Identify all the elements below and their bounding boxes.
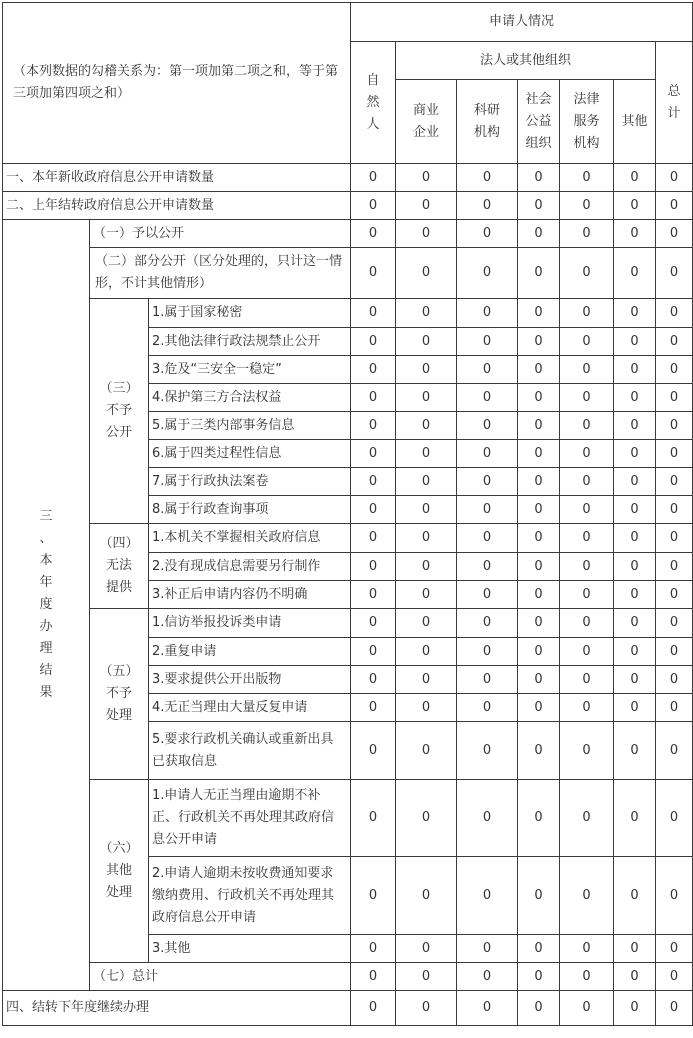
value-cell: 0 — [396, 468, 457, 496]
value-cell: 0 — [396, 220, 457, 248]
value-cell: 0 — [396, 935, 457, 963]
value-cell: 0 — [457, 666, 518, 694]
value-cell: 0 — [614, 780, 656, 857]
value-cell: 0 — [614, 963, 656, 991]
row-label: 4.无正当理由大量反复申请 — [149, 694, 351, 722]
value-cell: 0 — [560, 468, 614, 496]
value-cell: 0 — [396, 164, 457, 192]
value-cell: 0 — [351, 299, 396, 328]
value-cell: 0 — [560, 666, 614, 694]
table-row — [3, 164, 693, 192]
row-label: 3.危及“三安全一稳定” — [149, 356, 351, 384]
value-cell: 0 — [656, 581, 693, 609]
value-cell: 0 — [396, 248, 457, 299]
value-cell: 0 — [351, 248, 396, 299]
value-cell: 0 — [351, 440, 396, 468]
value-cell: 0 — [351, 384, 396, 412]
value-cell: 0 — [560, 440, 614, 468]
value-cell: 0 — [396, 328, 457, 356]
value-cell: 0 — [351, 220, 396, 248]
value-cell: 0 — [396, 666, 457, 694]
row-label: （七）总计 — [90, 963, 351, 991]
value-cell: 0 — [351, 638, 396, 666]
value-cell: 0 — [518, 722, 560, 780]
value-cell: 0 — [351, 581, 396, 609]
value-cell: 0 — [614, 412, 656, 440]
value-cell: 0 — [457, 524, 518, 553]
value-cell: 0 — [656, 328, 693, 356]
value-cell: 0 — [518, 299, 560, 328]
value-cell: 0 — [351, 722, 396, 780]
value-cell: 0 — [351, 780, 396, 857]
value-cell: 0 — [560, 963, 614, 991]
value-cell: 0 — [560, 412, 614, 440]
value-cell: 0 — [614, 609, 656, 638]
value-cell: 0 — [614, 638, 656, 666]
value-cell: 0 — [560, 384, 614, 412]
value-cell: 0 — [560, 694, 614, 722]
value-cell: 0 — [351, 935, 396, 963]
value-cell: 0 — [656, 780, 693, 857]
value-cell: 0 — [656, 220, 693, 248]
relation-note: （本列数据的勾稽关系为：第一项加第二项之和，等于第三项加第四项之和） — [3, 3, 351, 164]
row-label: 3.其他 — [149, 935, 351, 963]
value-cell: 0 — [656, 356, 693, 384]
value-cell: 0 — [518, 524, 560, 553]
value-cell: 0 — [351, 412, 396, 440]
table-row — [3, 991, 693, 1026]
value-cell: 0 — [457, 638, 518, 666]
value-cell: 0 — [656, 524, 693, 553]
value-cell: 0 — [457, 694, 518, 722]
value-cell: 0 — [457, 248, 518, 299]
value-cell: 0 — [457, 192, 518, 220]
value-cell: 0 — [614, 248, 656, 299]
value-cell: 0 — [396, 963, 457, 991]
value-cell: 0 — [457, 581, 518, 609]
value-cell: 0 — [457, 935, 518, 963]
value-cell: 0 — [396, 412, 457, 440]
value-cell: 0 — [351, 553, 396, 581]
value-cell: 0 — [457, 722, 518, 780]
value-cell: 0 — [614, 384, 656, 412]
value-cell: 0 — [396, 638, 457, 666]
value-cell: 0 — [656, 299, 693, 328]
value-cell: 0 — [457, 412, 518, 440]
value-cell: 0 — [396, 553, 457, 581]
value-cell: 0 — [614, 857, 656, 935]
value-cell: 0 — [614, 356, 656, 384]
value-cell: 0 — [396, 440, 457, 468]
value-cell: 0 — [396, 694, 457, 722]
value-cell: 0 — [518, 328, 560, 356]
value-cell: 0 — [457, 991, 518, 1026]
value-cell: 0 — [518, 935, 560, 963]
value-cell: 0 — [518, 412, 560, 440]
value-cell: 0 — [396, 857, 457, 935]
value-cell: 0 — [518, 356, 560, 384]
value-cell: 0 — [457, 220, 518, 248]
value-cell: 0 — [560, 524, 614, 553]
value-cell: 0 — [396, 496, 457, 524]
row-label: 2.没有现成信息需要另行制作 — [149, 553, 351, 581]
value-cell: 0 — [656, 164, 693, 192]
value-cell: 0 — [457, 496, 518, 524]
value-cell: 0 — [656, 935, 693, 963]
row-label: 1.申请人无正当理由逾期不补正、行政机关不再处理其政府信息公开申请 — [149, 780, 351, 857]
org-type-header: 社会 公益 组织 — [518, 80, 560, 164]
value-cell: 0 — [457, 553, 518, 581]
value-cell: 0 — [457, 780, 518, 857]
value-cell: 0 — [560, 328, 614, 356]
value-cell: 0 — [614, 220, 656, 248]
value-cell: 0 — [396, 192, 457, 220]
value-cell: 0 — [614, 468, 656, 496]
value-cell: 0 — [656, 991, 693, 1026]
value-cell: 0 — [518, 440, 560, 468]
value-cell: 0 — [396, 722, 457, 780]
value-cell: 0 — [457, 164, 518, 192]
value-cell: 0 — [518, 220, 560, 248]
value-cell: 0 — [396, 991, 457, 1026]
value-cell: 0 — [351, 192, 396, 220]
value-cell: 0 — [614, 694, 656, 722]
value-cell: 0 — [560, 192, 614, 220]
value-cell: 0 — [656, 468, 693, 496]
row-label: （二）部分公开（区分处理的，只计这一情形，不计其他情形） — [90, 248, 351, 299]
value-cell: 0 — [351, 524, 396, 553]
row-label: 2.其他法律行政法规禁止公开 — [149, 328, 351, 356]
value-cell: 0 — [656, 248, 693, 299]
value-cell: 0 — [560, 553, 614, 581]
value-cell: 0 — [351, 609, 396, 638]
row-label: 2.申请人逾期未按收费通知要求缴纳费用、行政机关不再处理其政府信息公开申请 — [149, 857, 351, 935]
row-label: 四、结转下年度继续办理 — [3, 991, 351, 1026]
table-row — [3, 299, 693, 328]
value-cell: 0 — [457, 384, 518, 412]
value-cell: 0 — [518, 192, 560, 220]
value-cell: 0 — [656, 857, 693, 935]
value-cell: 0 — [396, 299, 457, 328]
value-cell: 0 — [656, 722, 693, 780]
applicant-header: 申请人情况 — [351, 3, 693, 42]
value-cell: 0 — [518, 609, 560, 638]
value-cell: 0 — [351, 328, 396, 356]
row-label: 1.信访举报投诉类申请 — [149, 609, 351, 638]
row-label: （一）予以公开 — [90, 220, 351, 248]
row-label: 6.属于四类过程性信息 — [149, 440, 351, 468]
row-label: 一、本年新收政府信息公开申请数量 — [3, 164, 351, 192]
value-cell: 0 — [518, 666, 560, 694]
value-cell: 0 — [656, 553, 693, 581]
value-cell: 0 — [396, 356, 457, 384]
table-row — [3, 609, 693, 638]
value-cell: 0 — [614, 496, 656, 524]
value-cell: 0 — [614, 192, 656, 220]
value-cell: 0 — [457, 609, 518, 638]
value-cell: 0 — [656, 412, 693, 440]
value-cell: 0 — [351, 666, 396, 694]
value-cell: 0 — [614, 328, 656, 356]
value-cell: 0 — [457, 963, 518, 991]
table-row — [3, 220, 693, 248]
value-cell: 0 — [614, 299, 656, 328]
natural-person-header: 自 然 人 — [351, 42, 396, 164]
value-cell: 0 — [457, 468, 518, 496]
org-type-header: 科研 机构 — [457, 80, 518, 164]
group-label: （六） 其他 处理 — [90, 780, 149, 963]
row-label: 3.补正后申请内容仍不明确 — [149, 581, 351, 609]
value-cell: 0 — [518, 553, 560, 581]
org-type-header: 商业 企业 — [396, 80, 457, 164]
value-cell: 0 — [518, 468, 560, 496]
value-cell: 0 — [560, 356, 614, 384]
value-cell: 0 — [457, 299, 518, 328]
value-cell: 0 — [351, 857, 396, 935]
value-cell: 0 — [656, 666, 693, 694]
value-cell: 0 — [518, 857, 560, 935]
table-row — [3, 963, 693, 991]
value-cell: 0 — [518, 384, 560, 412]
value-cell: 0 — [656, 609, 693, 638]
value-cell: 0 — [560, 780, 614, 857]
value-cell: 0 — [351, 496, 396, 524]
value-cell: 0 — [351, 164, 396, 192]
value-cell: 0 — [656, 694, 693, 722]
group-label: （五） 不予 处理 — [90, 609, 149, 780]
value-cell: 0 — [351, 694, 396, 722]
value-cell: 0 — [396, 384, 457, 412]
table-row — [3, 780, 693, 857]
value-cell: 0 — [614, 581, 656, 609]
value-cell: 0 — [351, 991, 396, 1026]
value-cell: 0 — [351, 963, 396, 991]
table-row — [3, 192, 693, 220]
legal-org-header: 法人或其他组织 — [396, 42, 656, 80]
value-cell: 0 — [396, 581, 457, 609]
value-cell: 0 — [614, 553, 656, 581]
section-three-label: 三 、 本 年 度 办 理 结 果 — [3, 220, 90, 991]
value-cell: 0 — [614, 991, 656, 1026]
value-cell: 0 — [560, 164, 614, 192]
value-cell: 0 — [396, 524, 457, 553]
value-cell: 0 — [656, 638, 693, 666]
value-cell: 0 — [614, 935, 656, 963]
value-cell: 0 — [351, 356, 396, 384]
value-cell: 0 — [560, 991, 614, 1026]
disclosure-stats-table — [2, 2, 693, 1026]
row-label: 4.保护第三方合法权益 — [149, 384, 351, 412]
value-cell: 0 — [351, 468, 396, 496]
value-cell: 0 — [457, 857, 518, 935]
value-cell: 0 — [656, 192, 693, 220]
org-type-header: 其他 — [614, 80, 656, 164]
group-label: （三） 不予 公开 — [90, 299, 149, 524]
value-cell: 0 — [560, 220, 614, 248]
value-cell: 0 — [518, 496, 560, 524]
row-label: 7.属于行政执法案卷 — [149, 468, 351, 496]
value-cell: 0 — [560, 609, 614, 638]
value-cell: 0 — [560, 496, 614, 524]
value-cell: 0 — [457, 328, 518, 356]
value-cell: 0 — [656, 496, 693, 524]
value-cell: 0 — [560, 638, 614, 666]
value-cell: 0 — [614, 524, 656, 553]
value-cell: 0 — [656, 963, 693, 991]
group-label: （四） 无法 提供 — [90, 524, 149, 609]
org-type-header: 法律 服务 机构 — [560, 80, 614, 164]
value-cell: 0 — [518, 581, 560, 609]
value-cell: 0 — [518, 963, 560, 991]
value-cell: 0 — [560, 857, 614, 935]
value-cell: 0 — [656, 384, 693, 412]
value-cell: 0 — [518, 164, 560, 192]
row-label: 2.重复申请 — [149, 638, 351, 666]
total-header: 总 计 — [656, 42, 693, 164]
table-row — [3, 248, 693, 299]
value-cell: 0 — [457, 356, 518, 384]
value-cell: 0 — [656, 440, 693, 468]
value-cell: 0 — [560, 722, 614, 780]
row-label: 二、上年结转政府信息公开申请数量 — [3, 192, 351, 220]
value-cell: 0 — [396, 780, 457, 857]
row-label: 1.本机关不掌握相关政府信息 — [149, 524, 351, 553]
value-cell: 0 — [518, 694, 560, 722]
row-label: 5.属于三类内部事务信息 — [149, 412, 351, 440]
table-row — [3, 524, 693, 553]
value-cell: 0 — [518, 780, 560, 857]
value-cell: 0 — [614, 164, 656, 192]
value-cell: 0 — [614, 666, 656, 694]
value-cell: 0 — [560, 299, 614, 328]
value-cell: 0 — [614, 722, 656, 780]
value-cell: 0 — [396, 609, 457, 638]
row-label: 1.属于国家秘密 — [149, 299, 351, 328]
row-label: 3.要求提供公开出版物 — [149, 666, 351, 694]
value-cell: 0 — [457, 440, 518, 468]
value-cell: 0 — [614, 440, 656, 468]
value-cell: 0 — [518, 991, 560, 1026]
value-cell: 0 — [560, 935, 614, 963]
value-cell: 0 — [518, 638, 560, 666]
value-cell: 0 — [560, 248, 614, 299]
value-cell: 0 — [560, 581, 614, 609]
value-cell: 0 — [518, 248, 560, 299]
row-label: 5.要求行政机关确认或重新出具已获取信息 — [149, 722, 351, 780]
row-label: 8.属于行政查询事项 — [149, 496, 351, 524]
